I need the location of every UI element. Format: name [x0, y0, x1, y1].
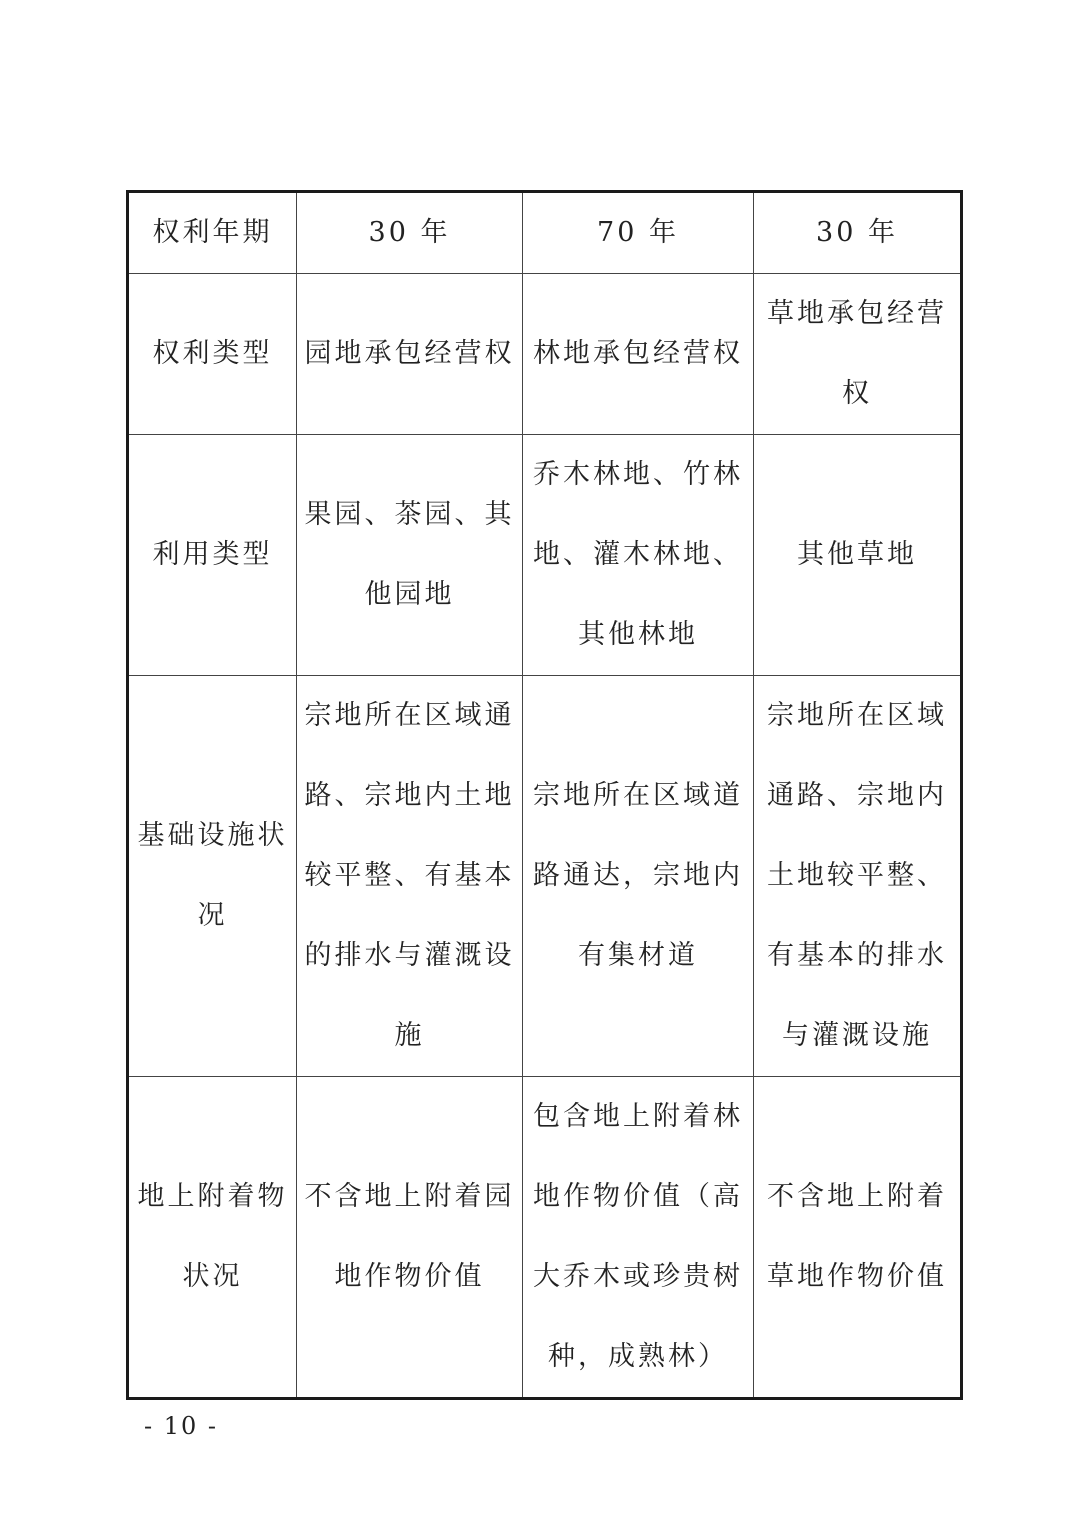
cell-forest-type: 林地承包经营权 [523, 274, 754, 435]
cell-orchard-infrastructure: 宗地所在区域通路、宗地内土地较平整、有基本的排水与灌溉设施 [297, 676, 523, 1077]
page-number: - 10 - [144, 1412, 219, 1440]
cell-grassland-type: 草地承包经营权 [754, 274, 962, 435]
cell-grassland-usage: 其他草地 [754, 435, 962, 676]
cell-grassland-infrastructure: 宗地所在区域通路、宗地内土地较平整、有基本的排水与灌溉设施 [754, 676, 962, 1077]
table-row-attachments [128, 1077, 962, 1399]
cell-forest-infrastructure: 宗地所在区域道路通达，宗地内有集材道 [523, 676, 754, 1077]
table-row-rights-type [128, 274, 962, 435]
cell-orchard-type: 园地承包经营权 [297, 274, 523, 435]
row-label-infrastructure: 基础设施状况 [128, 676, 297, 1077]
row-label-attachments: 地上附着物状况 [128, 1077, 297, 1399]
row-label-usage-type: 利用类型 [128, 435, 297, 676]
cell-grassland-term: 30 年 [754, 192, 962, 274]
table-row-usage-type [128, 435, 962, 676]
table-row-rights-term [128, 192, 962, 274]
cell-forest-usage: 乔木林地、竹林地、灌木林地、其他林地 [523, 435, 754, 676]
row-label-rights-term: 权利年期 [128, 192, 297, 274]
cell-forest-attachments: 包含地上附着林地作物价值（高大乔木或珍贵树种，成熟林） [523, 1077, 754, 1399]
land-rights-table [126, 190, 963, 1400]
cell-orchard-usage: 果园、茶园、其他园地 [297, 435, 523, 676]
table-row-infrastructure [128, 676, 962, 1077]
cell-orchard-term: 30 年 [297, 192, 523, 274]
row-label-rights-type: 权利类型 [128, 274, 297, 435]
cell-grassland-attachments: 不含地上附着草地作物价值 [754, 1077, 962, 1399]
cell-orchard-attachments: 不含地上附着园地作物价值 [297, 1077, 523, 1399]
cell-forest-term: 70 年 [523, 192, 754, 274]
